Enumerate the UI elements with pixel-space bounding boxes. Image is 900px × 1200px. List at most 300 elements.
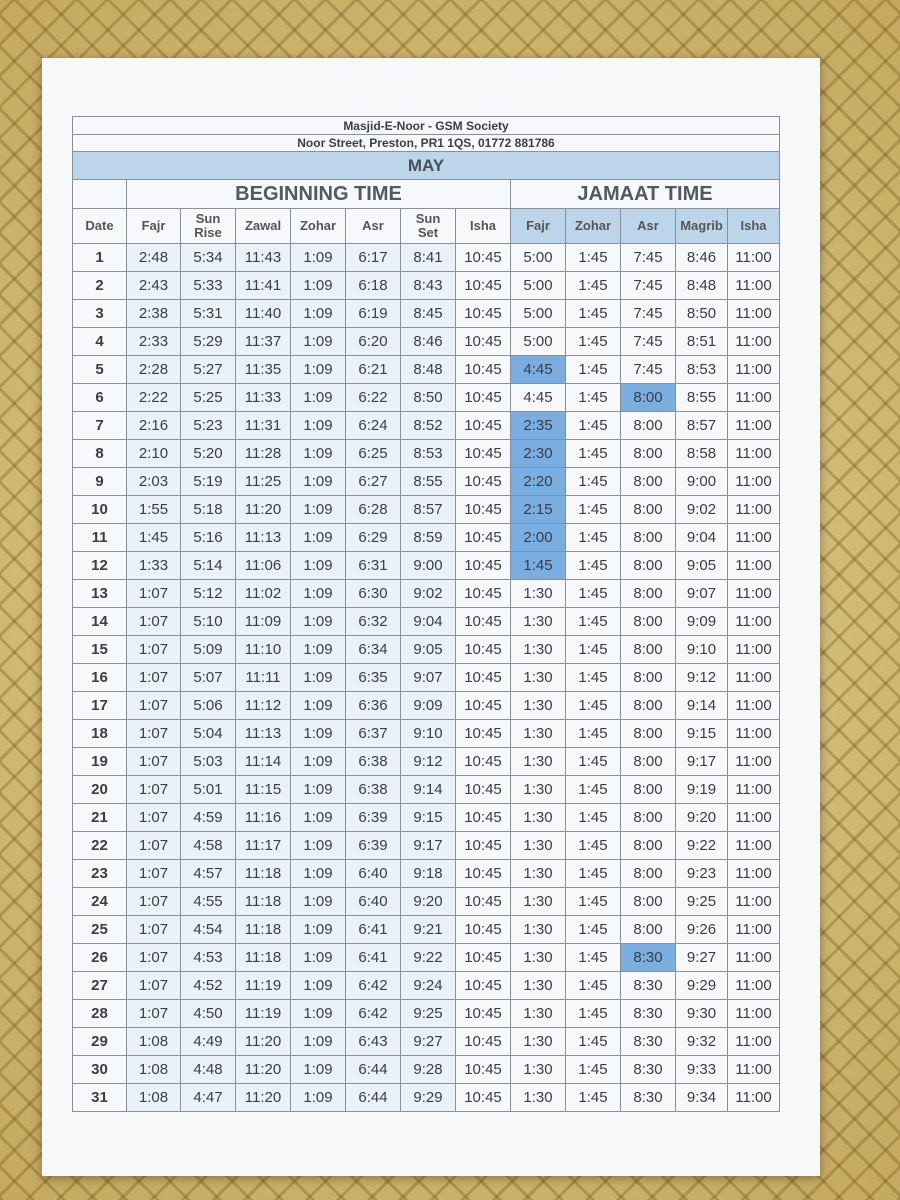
day-cell: 20	[73, 776, 127, 804]
time-cell: 1:09	[291, 916, 346, 944]
table-row	[73, 832, 780, 860]
time-cell: 5:25	[181, 384, 236, 412]
time-cell: 10:45	[456, 776, 511, 804]
table-row	[73, 440, 780, 468]
time-cell: 1:09	[291, 524, 346, 552]
table-row	[73, 412, 780, 440]
time-cell: 11:16	[236, 804, 291, 832]
day-cell: 10	[73, 496, 127, 524]
time-cell: 11:00	[728, 552, 780, 580]
time-cell: 1:09	[291, 636, 346, 664]
time-cell: 10:45	[456, 524, 511, 552]
time-cell: 11:20	[236, 496, 291, 524]
time-cell: 9:07	[401, 664, 456, 692]
time-cell: 1:09	[291, 1056, 346, 1084]
time-cell: 2:00	[511, 524, 566, 552]
time-cell: 10:45	[456, 748, 511, 776]
table-row	[73, 244, 780, 272]
day-cell: 17	[73, 692, 127, 720]
time-cell: 9:12	[401, 748, 456, 776]
time-cell: 8:00	[621, 664, 676, 692]
time-cell: 8:00	[621, 608, 676, 636]
time-cell: 6:19	[346, 300, 401, 328]
time-cell: 2:43	[127, 272, 181, 300]
time-cell: 9:20	[401, 888, 456, 916]
time-cell: 10:45	[456, 692, 511, 720]
time-cell: 1:09	[291, 860, 346, 888]
time-cell: 4:57	[181, 860, 236, 888]
col-sunset: Sun Set	[401, 209, 456, 244]
time-cell: 11:00	[728, 1028, 780, 1056]
time-cell: 8:30	[621, 1028, 676, 1056]
time-cell: 8:46	[401, 328, 456, 356]
time-cell: 11:00	[728, 916, 780, 944]
time-cell: 9:27	[401, 1028, 456, 1056]
day-cell: 3	[73, 300, 127, 328]
table-row	[73, 944, 780, 972]
time-cell: 1:45	[566, 440, 621, 468]
time-cell: 11:00	[728, 860, 780, 888]
col-asr: Asr	[346, 209, 401, 244]
table-row	[73, 636, 780, 664]
time-cell: 6:30	[346, 580, 401, 608]
time-cell: 6:42	[346, 1000, 401, 1028]
table-row	[73, 1028, 780, 1056]
time-cell: 5:18	[181, 496, 236, 524]
time-cell: 8:57	[401, 496, 456, 524]
time-cell: 9:02	[401, 580, 456, 608]
time-cell: 6:43	[346, 1028, 401, 1056]
time-cell: 5:09	[181, 636, 236, 664]
time-cell: 10:45	[456, 328, 511, 356]
time-cell: 1:07	[127, 580, 181, 608]
time-cell: 2:10	[127, 440, 181, 468]
time-cell: 8:00	[621, 580, 676, 608]
time-cell: 1:30	[511, 1000, 566, 1028]
time-cell: 9:15	[676, 720, 728, 748]
time-cell: 5:31	[181, 300, 236, 328]
time-cell: 1:30	[511, 944, 566, 972]
time-cell: 9:19	[676, 776, 728, 804]
time-cell: 1:45	[566, 860, 621, 888]
time-cell: 10:45	[456, 804, 511, 832]
time-cell: 1:07	[127, 944, 181, 972]
time-cell: 1:45	[566, 412, 621, 440]
day-cell: 22	[73, 832, 127, 860]
time-cell: 11:15	[236, 776, 291, 804]
time-cell: 6:18	[346, 272, 401, 300]
table-row	[73, 552, 780, 580]
time-cell: 11:00	[728, 300, 780, 328]
time-cell: 11:00	[728, 524, 780, 552]
time-cell: 9:23	[676, 860, 728, 888]
day-cell: 24	[73, 888, 127, 916]
table-row	[73, 468, 780, 496]
time-cell: 11:09	[236, 608, 291, 636]
time-cell: 10:45	[456, 636, 511, 664]
day-cell: 19	[73, 748, 127, 776]
time-cell: 11:00	[728, 748, 780, 776]
time-cell: 11:35	[236, 356, 291, 384]
time-cell: 5:01	[181, 776, 236, 804]
time-cell: 6:28	[346, 496, 401, 524]
time-cell: 10:45	[456, 468, 511, 496]
time-cell: 1:08	[127, 1056, 181, 1084]
day-cell: 2	[73, 272, 127, 300]
time-cell: 1:30	[511, 664, 566, 692]
time-cell: 6:20	[346, 328, 401, 356]
time-cell: 9:33	[676, 1056, 728, 1084]
time-cell: 1:45	[566, 384, 621, 412]
time-cell: 2:28	[127, 356, 181, 384]
time-cell: 11:00	[728, 972, 780, 1000]
time-cell: 6:35	[346, 664, 401, 692]
time-cell: 8:51	[676, 328, 728, 356]
time-cell: 8:46	[676, 244, 728, 272]
time-cell: 9:17	[676, 748, 728, 776]
time-cell: 5:34	[181, 244, 236, 272]
time-cell: 5:29	[181, 328, 236, 356]
time-cell: 9:09	[401, 692, 456, 720]
time-cell: 1:45	[566, 1028, 621, 1056]
time-cell: 8:45	[401, 300, 456, 328]
time-cell: 11:18	[236, 944, 291, 972]
time-cell: 11:37	[236, 328, 291, 356]
time-cell: 8:41	[401, 244, 456, 272]
time-cell: 4:55	[181, 888, 236, 916]
time-cell: 9:05	[401, 636, 456, 664]
time-cell: 9:07	[676, 580, 728, 608]
time-cell: 11:00	[728, 1084, 780, 1112]
time-cell: 11:28	[236, 440, 291, 468]
time-cell: 11:00	[728, 468, 780, 496]
table-row	[73, 972, 780, 1000]
time-cell: 1:09	[291, 300, 346, 328]
time-cell: 2:16	[127, 412, 181, 440]
time-cell: 11:00	[728, 272, 780, 300]
time-cell: 9:15	[401, 804, 456, 832]
time-cell: 1:30	[511, 608, 566, 636]
time-cell: 1:09	[291, 244, 346, 272]
time-cell: 1:07	[127, 972, 181, 1000]
time-cell: 10:45	[456, 356, 511, 384]
time-cell: 1:45	[566, 664, 621, 692]
time-cell: 1:07	[127, 804, 181, 832]
time-cell: 11:06	[236, 552, 291, 580]
time-cell: 1:07	[127, 888, 181, 916]
time-cell: 10:45	[456, 440, 511, 468]
time-cell: 2:15	[511, 496, 566, 524]
time-cell: 10:45	[456, 832, 511, 860]
time-cell: 5:00	[511, 300, 566, 328]
time-cell: 1:45	[566, 916, 621, 944]
time-cell: 6:36	[346, 692, 401, 720]
table-row	[73, 664, 780, 692]
time-cell: 6:32	[346, 608, 401, 636]
time-cell: 11:41	[236, 272, 291, 300]
time-cell: 11:00	[728, 804, 780, 832]
time-cell: 1:45	[566, 244, 621, 272]
time-cell: 10:45	[456, 552, 511, 580]
time-cell: 1:45	[566, 1000, 621, 1028]
org-address: Noor Street, Preston, PR1 1QS, 01772 881786	[73, 135, 780, 152]
time-cell: 5:00	[511, 272, 566, 300]
time-cell: 1:09	[291, 720, 346, 748]
time-cell: 9:04	[676, 524, 728, 552]
beginning-time-label: BEGINNING TIME	[127, 180, 511, 209]
time-cell: 4:50	[181, 1000, 236, 1028]
time-cell: 1:09	[291, 496, 346, 524]
time-cell: 1:30	[511, 580, 566, 608]
time-cell: 8:55	[401, 468, 456, 496]
time-cell: 1:09	[291, 748, 346, 776]
time-cell: 11:00	[728, 440, 780, 468]
time-cell: 6:41	[346, 916, 401, 944]
time-cell: 8:55	[676, 384, 728, 412]
time-cell: 11:00	[728, 580, 780, 608]
time-cell: 8:50	[401, 384, 456, 412]
time-cell: 1:07	[127, 608, 181, 636]
time-cell: 8:00	[621, 468, 676, 496]
time-cell: 9:02	[676, 496, 728, 524]
time-cell: 6:44	[346, 1084, 401, 1112]
time-cell: 1:09	[291, 272, 346, 300]
table-row	[73, 580, 780, 608]
time-cell: 8:00	[621, 692, 676, 720]
time-cell: 11:33	[236, 384, 291, 412]
time-cell: 1:07	[127, 776, 181, 804]
time-cell: 1:08	[127, 1028, 181, 1056]
time-cell: 11:11	[236, 664, 291, 692]
time-cell: 1:45	[566, 580, 621, 608]
day-cell: 14	[73, 608, 127, 636]
time-cell: 1:30	[511, 720, 566, 748]
time-cell: 8:30	[621, 944, 676, 972]
time-cell: 8:30	[621, 1056, 676, 1084]
time-cell: 10:45	[456, 244, 511, 272]
time-cell: 1:09	[291, 552, 346, 580]
time-cell: 9:05	[676, 552, 728, 580]
time-cell: 11:00	[728, 832, 780, 860]
time-cell: 11:20	[236, 1056, 291, 1084]
time-cell: 6:38	[346, 776, 401, 804]
col-jamaat-magrib: Magrib	[676, 209, 728, 244]
time-cell: 9:00	[401, 552, 456, 580]
col-zawal: Zawal	[236, 209, 291, 244]
time-cell: 9:20	[676, 804, 728, 832]
time-cell: 10:45	[456, 412, 511, 440]
time-cell: 4:45	[511, 384, 566, 412]
time-cell: 1:09	[291, 356, 346, 384]
time-cell: 5:00	[511, 244, 566, 272]
time-cell: 1:30	[511, 1084, 566, 1112]
time-cell: 10:45	[456, 496, 511, 524]
time-cell: 8:00	[621, 888, 676, 916]
time-cell: 11:00	[728, 496, 780, 524]
time-cell: 1:45	[566, 468, 621, 496]
time-cell: 1:09	[291, 608, 346, 636]
day-cell: 28	[73, 1000, 127, 1028]
time-cell: 1:45	[566, 888, 621, 916]
time-cell: 10:45	[456, 888, 511, 916]
time-cell: 1:30	[511, 1028, 566, 1056]
time-cell: 10:45	[456, 272, 511, 300]
time-cell: 9:25	[676, 888, 728, 916]
time-cell: 1:45	[566, 720, 621, 748]
time-cell: 9:10	[676, 636, 728, 664]
time-cell: 8:00	[621, 748, 676, 776]
time-cell: 10:45	[456, 608, 511, 636]
time-cell: 8:00	[621, 412, 676, 440]
day-cell: 31	[73, 1084, 127, 1112]
time-cell: 6:34	[346, 636, 401, 664]
col-fajr: Fajr	[127, 209, 181, 244]
time-cell: 9:22	[676, 832, 728, 860]
day-cell: 26	[73, 944, 127, 972]
time-cell: 1:09	[291, 888, 346, 916]
time-cell: 4:48	[181, 1056, 236, 1084]
time-cell: 1:07	[127, 832, 181, 860]
time-cell: 11:00	[728, 412, 780, 440]
time-cell: 1:09	[291, 412, 346, 440]
time-cell: 2:35	[511, 412, 566, 440]
table-row	[73, 916, 780, 944]
time-cell: 1:45	[566, 692, 621, 720]
time-cell: 11:00	[728, 944, 780, 972]
time-cell: 1:30	[511, 776, 566, 804]
day-cell: 16	[73, 664, 127, 692]
time-cell: 9:14	[401, 776, 456, 804]
time-cell: 1:30	[511, 1056, 566, 1084]
time-cell: 4:53	[181, 944, 236, 972]
prayer-timetable	[72, 116, 780, 1112]
day-cell: 29	[73, 1028, 127, 1056]
time-cell: 10:45	[456, 300, 511, 328]
time-cell: 11:19	[236, 972, 291, 1000]
col-jamaat-fajr: Fajr	[511, 209, 566, 244]
time-cell: 11:10	[236, 636, 291, 664]
time-cell: 11:00	[728, 888, 780, 916]
time-cell: 10:45	[456, 1000, 511, 1028]
time-cell: 6:31	[346, 552, 401, 580]
month-title: MAY	[73, 152, 780, 180]
time-cell: 11:18	[236, 888, 291, 916]
time-cell: 9:24	[401, 972, 456, 1000]
time-cell: 1:30	[511, 636, 566, 664]
time-cell: 2:03	[127, 468, 181, 496]
time-cell: 11:31	[236, 412, 291, 440]
time-cell: 1:09	[291, 776, 346, 804]
table-row	[73, 1084, 780, 1112]
time-cell: 1:09	[291, 664, 346, 692]
time-cell: 7:45	[621, 356, 676, 384]
time-cell: 5:06	[181, 692, 236, 720]
time-cell: 11:19	[236, 1000, 291, 1028]
time-cell: 4:59	[181, 804, 236, 832]
time-cell: 1:09	[291, 440, 346, 468]
time-cell: 11:00	[728, 328, 780, 356]
time-cell: 8:53	[401, 440, 456, 468]
time-cell: 11:12	[236, 692, 291, 720]
day-cell: 1	[73, 244, 127, 272]
time-cell: 4:58	[181, 832, 236, 860]
time-cell: 4:54	[181, 916, 236, 944]
table-row	[73, 776, 780, 804]
time-cell: 8:00	[621, 720, 676, 748]
time-cell: 10:45	[456, 860, 511, 888]
time-cell: 7:45	[621, 300, 676, 328]
time-cell: 1:30	[511, 748, 566, 776]
table-row	[73, 300, 780, 328]
timetable-body	[73, 244, 780, 1112]
time-cell: 10:45	[456, 1084, 511, 1112]
table-row	[73, 888, 780, 916]
time-cell: 5:00	[511, 328, 566, 356]
time-cell: 5:04	[181, 720, 236, 748]
time-cell: 1:09	[291, 972, 346, 1000]
table-row	[73, 384, 780, 412]
time-cell: 6:37	[346, 720, 401, 748]
time-cell: 2:20	[511, 468, 566, 496]
day-cell: 6	[73, 384, 127, 412]
table-row	[73, 496, 780, 524]
time-cell: 1:55	[127, 496, 181, 524]
time-cell: 1:09	[291, 384, 346, 412]
time-cell: 8:58	[676, 440, 728, 468]
time-cell: 6:21	[346, 356, 401, 384]
time-cell: 9:14	[676, 692, 728, 720]
time-cell: 9:10	[401, 720, 456, 748]
time-cell: 8:52	[401, 412, 456, 440]
time-cell: 10:45	[456, 664, 511, 692]
table-row	[73, 860, 780, 888]
col-sunrise: Sun Rise	[181, 209, 236, 244]
time-cell: 8:00	[621, 552, 676, 580]
time-cell: 11:00	[728, 692, 780, 720]
time-cell: 6:39	[346, 804, 401, 832]
time-cell: 1:09	[291, 832, 346, 860]
time-cell: 11:43	[236, 244, 291, 272]
time-cell: 9:34	[676, 1084, 728, 1112]
time-cell: 6:40	[346, 860, 401, 888]
day-cell: 27	[73, 972, 127, 1000]
blank-corner	[73, 180, 127, 209]
time-cell: 8:00	[621, 440, 676, 468]
time-cell: 9:18	[401, 860, 456, 888]
time-cell: 1:09	[291, 1000, 346, 1028]
time-cell: 9:30	[676, 1000, 728, 1028]
time-cell: 6:25	[346, 440, 401, 468]
time-cell: 1:45	[127, 524, 181, 552]
time-cell: 6:42	[346, 972, 401, 1000]
time-cell: 9:28	[401, 1056, 456, 1084]
time-cell: 1:09	[291, 1084, 346, 1112]
day-cell: 4	[73, 328, 127, 356]
time-cell: 8:00	[621, 832, 676, 860]
time-cell: 1:30	[511, 888, 566, 916]
time-cell: 1:08	[127, 1084, 181, 1112]
time-cell: 1:09	[291, 944, 346, 972]
time-cell: 1:45	[566, 804, 621, 832]
time-cell: 1:30	[511, 860, 566, 888]
time-cell: 1:30	[511, 972, 566, 1000]
day-cell: 15	[73, 636, 127, 664]
time-cell: 10:45	[456, 720, 511, 748]
table-row	[73, 272, 780, 300]
time-cell: 2:30	[511, 440, 566, 468]
day-cell: 13	[73, 580, 127, 608]
day-cell: 5	[73, 356, 127, 384]
